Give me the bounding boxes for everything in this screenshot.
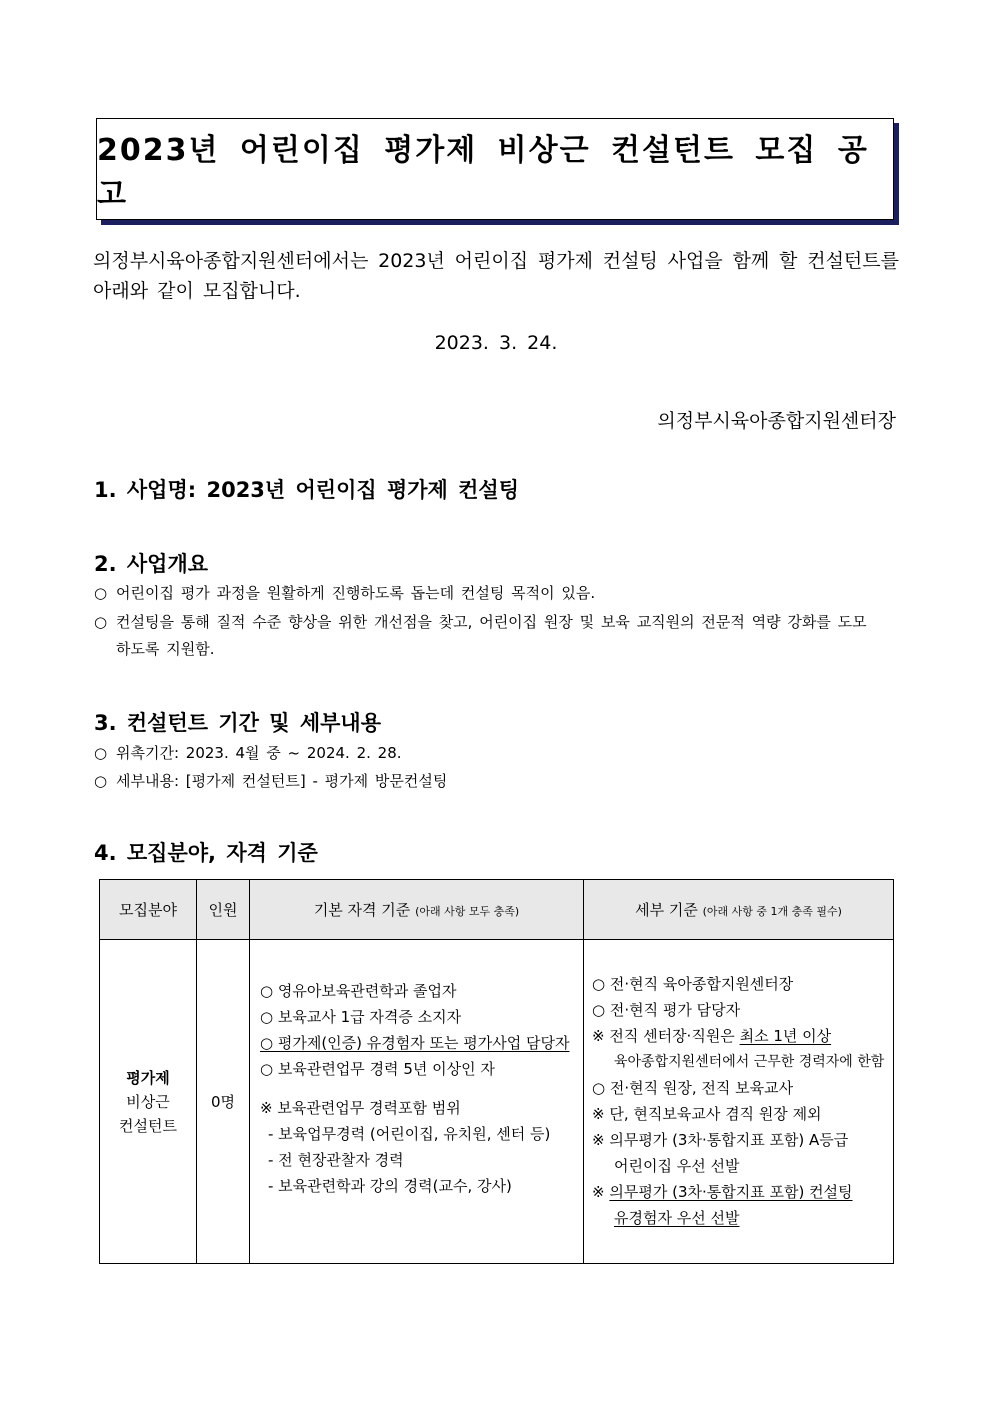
field-bold: 평가제 bbox=[126, 1068, 170, 1087]
signer: 의정부시육아종합지원센터장 bbox=[657, 410, 896, 432]
bullet-text: 세부내용: [평가제 컨설턴트] - 평가제 방문컨설팅 bbox=[116, 772, 448, 790]
basic-scope-note: ※ 보육관련업무 경력포함 범위 bbox=[260, 1099, 461, 1117]
section-4-heading: 4. 모집분야, 자격 기준 bbox=[94, 841, 318, 865]
detail-item-continued bbox=[592, 1205, 893, 1231]
detail-item: ※ 의무평가 (3차·통합지표 포함) A등급 bbox=[592, 1131, 849, 1149]
detail-item: ○ 전·현직 평가 담당자 bbox=[592, 1001, 741, 1019]
header-basic bbox=[250, 880, 584, 940]
bullet-mark: ○ bbox=[94, 744, 108, 762]
header-detail-label: 세부 기준 bbox=[635, 901, 698, 919]
section-2-bullet-1 bbox=[94, 580, 595, 607]
detail-item-underlined: 유경험자 우선 선발 bbox=[614, 1209, 740, 1227]
detail-item-continued: 어린이집 우선 선발 bbox=[614, 1157, 740, 1175]
detail-item-underlined: 의무평가 (3차·통합지표 포함) 컨설팅 bbox=[609, 1183, 853, 1201]
header-basic-note: (아래 사항 모두 충족) bbox=[415, 905, 520, 918]
header-count: 인원 bbox=[197, 880, 250, 940]
intro-paragraph: 의정부시육아종합지원센터에서는 2023년 어린이집 평가제 컨설팅 사업을 함께 할 컨설턴트를 아래와 같이 모집합니다. bbox=[93, 250, 899, 302]
notice-date: 2023. 3. 24. bbox=[434, 332, 558, 354]
basic-item: ○ 보육교사 1급 자격증 소지자 bbox=[260, 1008, 462, 1026]
section-3-heading: 3. 컨설턴트 기간 및 세부내용 bbox=[94, 711, 381, 735]
page-title: 2023년 어린이집 평가제 비상근 컨설턴트 모집 공고 bbox=[96, 118, 894, 220]
header-field: 모집분야 bbox=[100, 880, 197, 940]
detail-item: ※ 단, 현직보육교사 겸직 원장 제외 bbox=[592, 1105, 822, 1123]
bullet-text-continued: 하도록 지원함. bbox=[116, 640, 215, 658]
detail-item-continued: 육아종합지원센터에서 근무한 경력자에 한함 bbox=[614, 1054, 885, 1070]
cell-detail-criteria bbox=[584, 940, 894, 1264]
section-2-bullet-2 bbox=[94, 609, 867, 663]
field-line-1: 비상근 bbox=[126, 1092, 170, 1111]
detail-item bbox=[592, 1179, 893, 1205]
table-row bbox=[100, 940, 894, 1264]
header-basic-label: 기본 자격 기준 bbox=[313, 901, 411, 919]
header-detail-note: (아래 사항 중 1개 충족 필수) bbox=[702, 905, 842, 918]
cell-field bbox=[100, 940, 197, 1264]
cell-basic-criteria bbox=[250, 940, 584, 1264]
section-2-heading: 2. 사업개요 bbox=[94, 552, 209, 576]
section-3-bullet-1 bbox=[94, 740, 402, 767]
basic-item-underlined: ○ 평가제(인증) 유경험자 또는 평가사업 담당자 bbox=[260, 1034, 570, 1052]
cell-count: 0명 bbox=[197, 940, 250, 1264]
bullet-text: 어린이집 평가 과정을 원활하게 진행하도록 돕는데 컨설팅 목적이 있음. bbox=[116, 584, 596, 602]
bullet-text: 위촉기간: 2023. 4월 중 ~ 2024. 2. 28. bbox=[116, 744, 402, 762]
basic-scope-item: - 전 현장관찰자 경력 bbox=[268, 1151, 404, 1169]
detail-item: ○ 전·현직 원장, 전직 보육교사 bbox=[592, 1079, 794, 1097]
ref-mark: ※ bbox=[592, 1183, 605, 1201]
detail-item bbox=[592, 1023, 893, 1049]
bullet-mark: ○ bbox=[94, 584, 108, 602]
bullet-mark: ○ bbox=[94, 613, 108, 631]
basic-item: ○ 보육관련업무 경력 5년 이상인 자 bbox=[260, 1060, 495, 1078]
basic-item: ○ 영유아보육관련학과 졸업자 bbox=[260, 982, 457, 1000]
section-1-heading: 1. 사업명: 2023년 어린이집 평가제 컨설팅 bbox=[94, 478, 519, 502]
field-line-2: 컨설턴트 bbox=[119, 1116, 177, 1135]
detail-item-text: ※ 전직 센터장·직원은 bbox=[592, 1027, 735, 1045]
basic-scope-item: - 보육관련학과 강의 경력(교수, 강사) bbox=[268, 1177, 512, 1195]
bullet-mark: ○ bbox=[94, 772, 108, 790]
table-header-row bbox=[100, 880, 894, 940]
header-detail bbox=[584, 880, 894, 940]
bullet-text: 컨설팅을 통해 질적 수준 향상을 위한 개선점을 찾고, 어린이집 원장 및 보육 교직원의 전문적 역량 강화를 도모 bbox=[116, 613, 867, 631]
detail-item: ○ 전·현직 육아종합지원센터장 bbox=[592, 975, 794, 993]
section-3-bullet-2 bbox=[94, 768, 447, 795]
detail-item-underlined: 최소 1년 이상 bbox=[739, 1027, 832, 1045]
recruitment-table bbox=[99, 879, 894, 1264]
basic-scope-item: - 보육업무경력 (어린이집, 유치원, 센터 등) bbox=[268, 1125, 551, 1143]
